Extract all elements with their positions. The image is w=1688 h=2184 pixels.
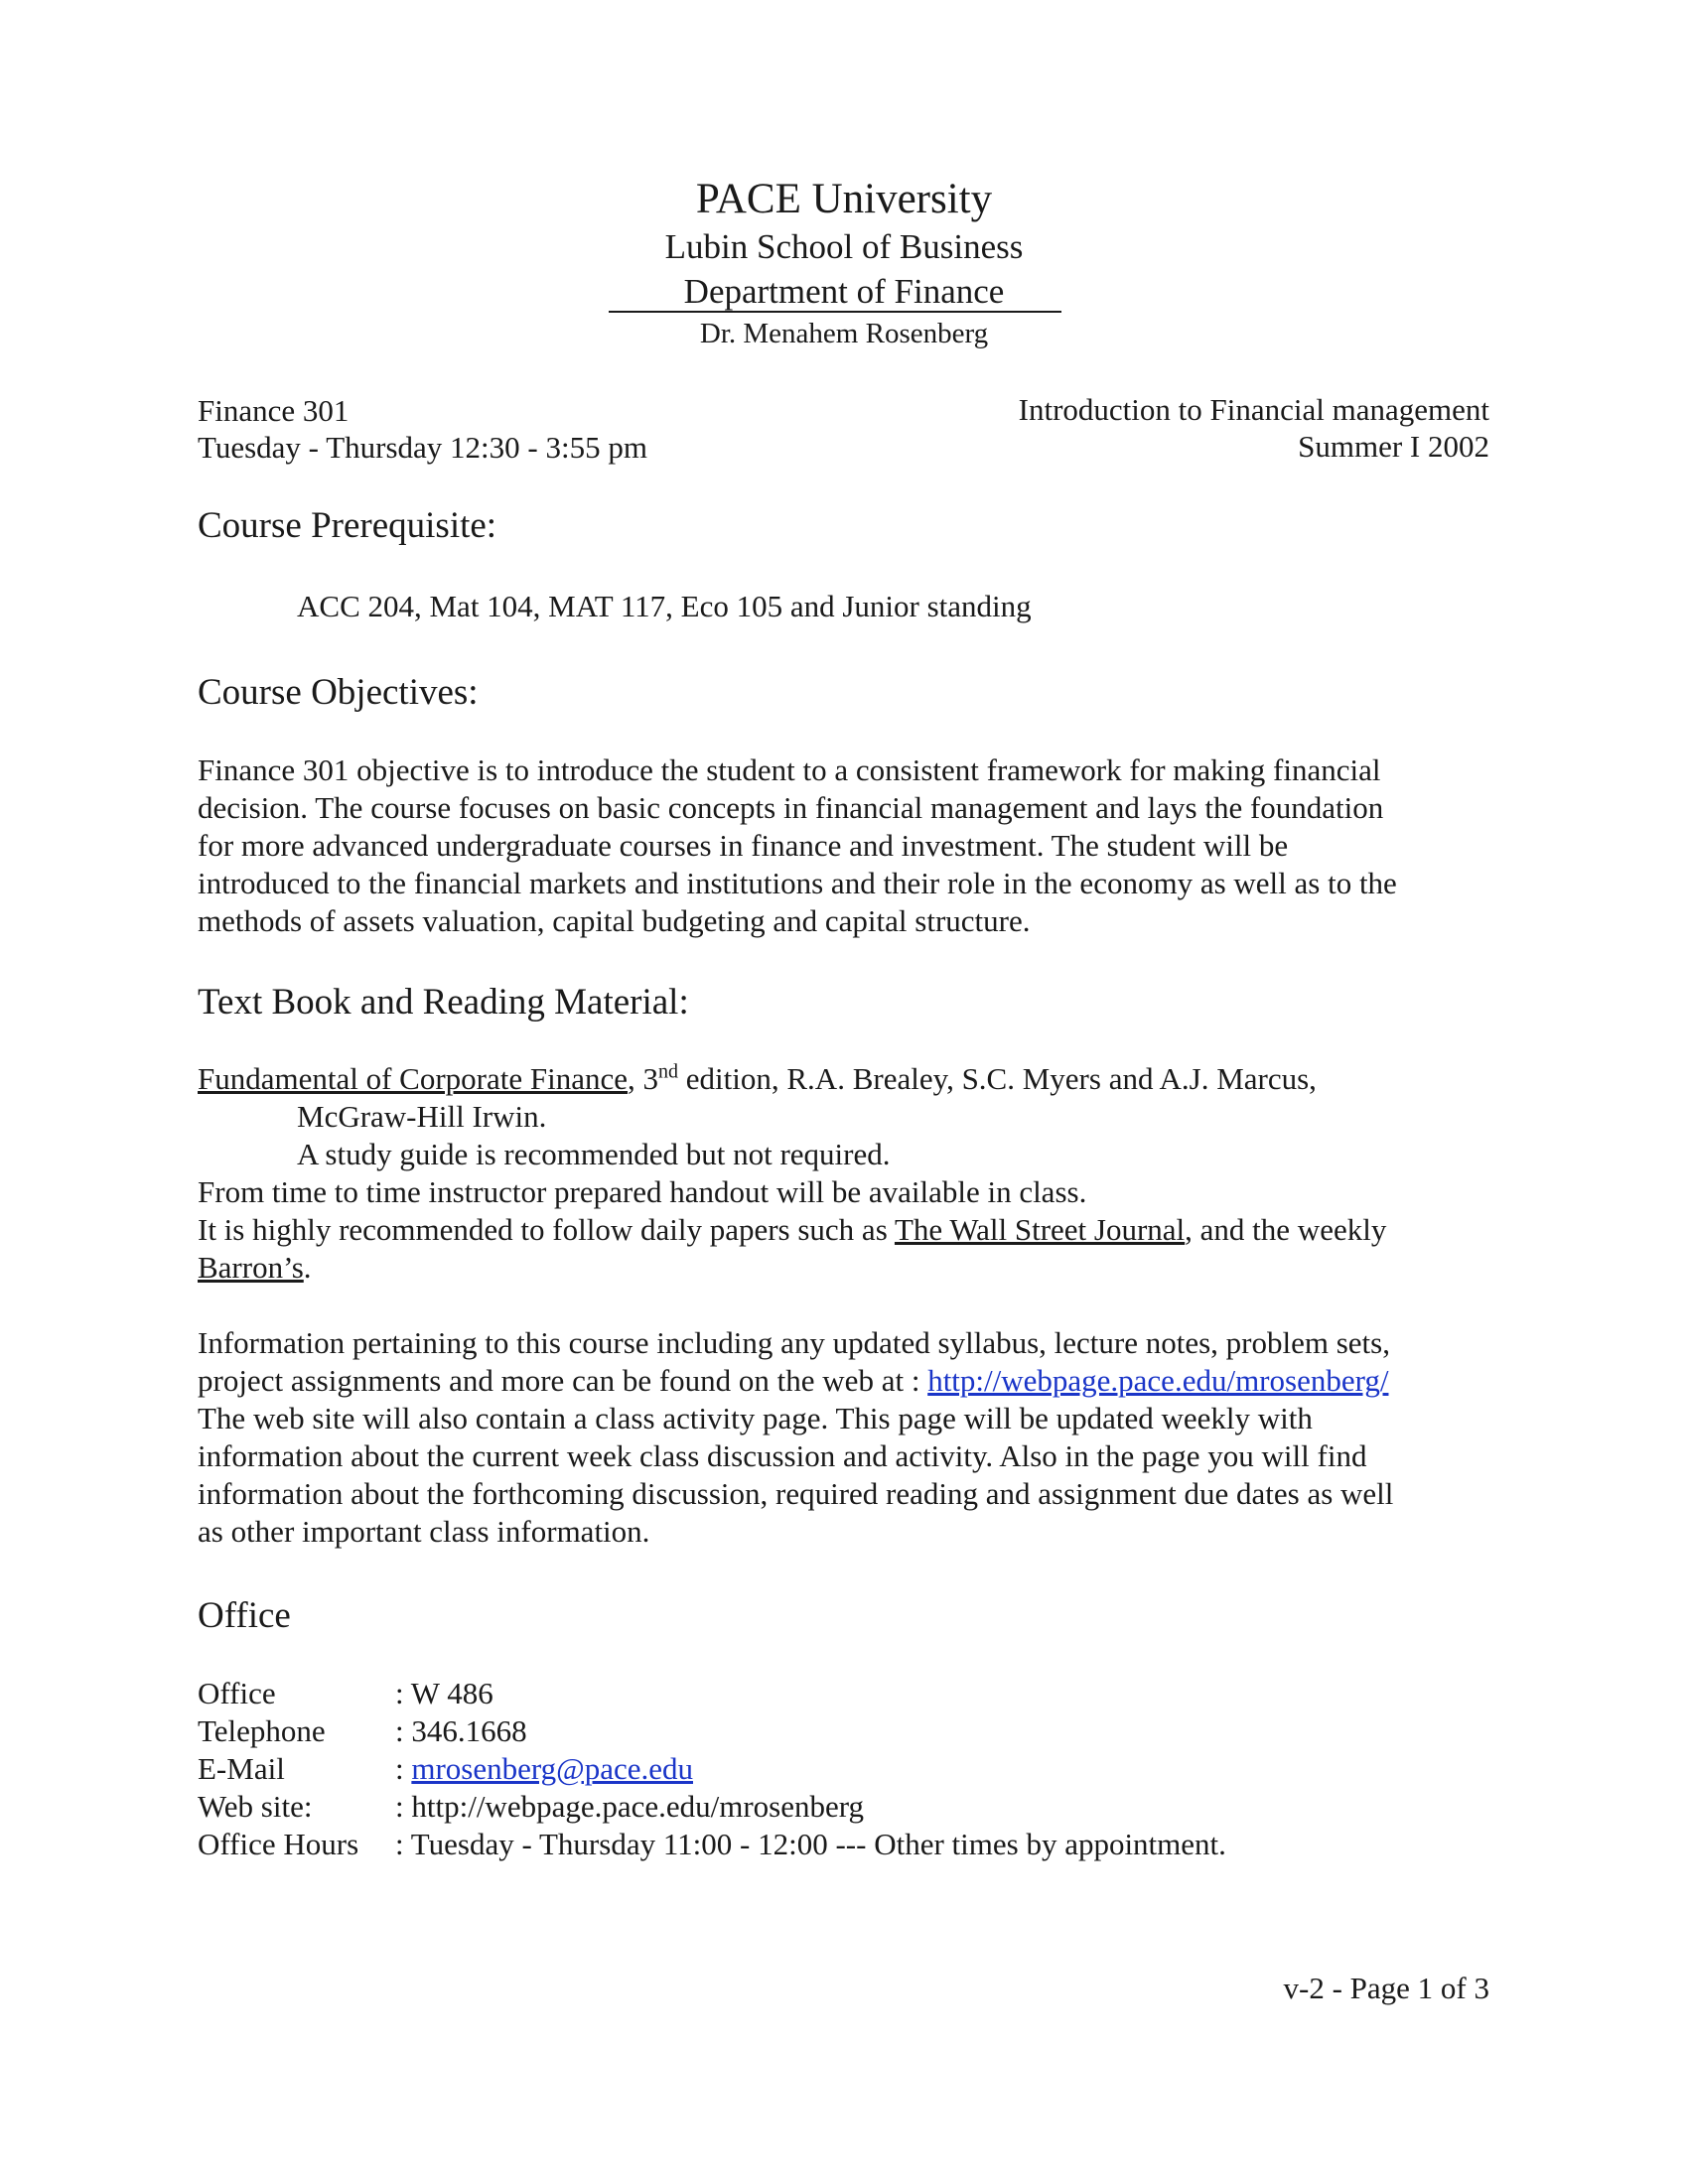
web-info-paragraph — [198, 1324, 1488, 1551]
objectives-line: decision. The course focuses on basic concepts in financial management and lays the foundation — [198, 790, 1384, 825]
office-value: : W 486 — [395, 1676, 493, 1710]
email-link[interactable]: mrosenberg@pace.edu — [411, 1751, 693, 1786]
prerequisite-heading: Course Prerequisite: — [198, 505, 497, 546]
barrons-title: Barron’s — [198, 1250, 304, 1285]
office-heading: Office — [198, 1595, 291, 1636]
papers-note: It is highly recommended to follow daily papers such as The Wall Street Journal, and the weekly — [198, 1212, 1387, 1247]
handout-note: From time to time instructor prepared handout will be available in class. — [198, 1174, 1087, 1209]
web-info-line: project assignments and more can be found on the web at : http://webpage.pace.edu/mrosenberg/ — [198, 1363, 1389, 1398]
objectives-heading: Course Objectives: — [198, 672, 479, 713]
web-info-line: as other important class information. — [198, 1514, 650, 1549]
university-name: PACE University — [695, 176, 993, 222]
textbook-heading: Text Book and Reading Material: — [198, 982, 689, 1023]
telephone-label: Telephone — [198, 1713, 326, 1748]
office-label: Office — [198, 1676, 276, 1710]
web-info-line: information about the forthcoming discussion, required reading and assignment due dates as well — [198, 1476, 1394, 1511]
telephone-value: : 346.1668 — [395, 1713, 527, 1748]
book-title: Fundamental of Corporate Finance — [198, 1061, 629, 1096]
objectives-line: for more advanced undergraduate courses in finance and investment. The student will be — [198, 828, 1289, 863]
prerequisite-text: ACC 204, Mat 104, MAT 117, Eco 105 and Junior standing — [297, 589, 1032, 623]
course-schedule: Tuesday - Thursday 12:30 - 3:55 pm — [198, 430, 647, 465]
objectives-line: Finance 301 objective is to introduce the student to a consistent framework for making financial — [198, 752, 1381, 787]
objectives-paragraph — [198, 751, 1488, 940]
objectives-line: introduced to the financial markets and institutions and their role in the economy as well as to the — [198, 866, 1397, 900]
page-number: v-2 - Page 1 of 3 — [1283, 1971, 1489, 2005]
web-info-line: Information pertaining to this course including any updated syllabus, lecture notes, problem sets, — [198, 1325, 1390, 1360]
instructor-name: Dr. Menahem Rosenberg — [699, 318, 989, 349]
course-website-link[interactable]: http://webpage.pace.edu/mrosenberg/ — [927, 1363, 1389, 1398]
wsj-title: The Wall Street Journal — [894, 1212, 1186, 1247]
study-guide-note: A study guide is recommended but not required. — [297, 1137, 891, 1171]
publisher: McGraw-Hill Irwin. — [297, 1099, 547, 1134]
office-hours-value: : Tuesday - Thursday 11:00 - 12:00 --- Other times by appointment. — [395, 1827, 1226, 1861]
course-code: Finance 301 — [198, 393, 350, 428]
objectives-line: methods of assets valuation, capital budgeting and capital structure. — [198, 903, 1031, 938]
textbook-paragraph — [198, 1060, 1488, 1287]
course-term: Summer I 2002 — [1298, 429, 1489, 464]
header-divider — [609, 311, 1061, 313]
textbook-citation: Fundamental of Corporate Finance, 3nd edition, R.A. Brealey, S.C. Myers and A.J. Marcus, — [198, 1060, 1317, 1096]
office-hours-label: Office Hours — [198, 1827, 359, 1861]
email-value: : mrosenberg@pace.edu — [395, 1751, 693, 1786]
website-value: : http://webpage.pace.edu/mrosenberg — [395, 1789, 865, 1824]
papers-note-cont: Barron’s. — [198, 1250, 312, 1285]
website-label: Web site: — [198, 1789, 313, 1824]
course-title: Introduction to Financial management — [1018, 392, 1489, 427]
web-info-line: The web site will also contain a class activity page. This page will be updated weekly with — [198, 1401, 1313, 1435]
email-label: E-Mail — [198, 1751, 285, 1786]
web-info-line: information about the current week class discussion and activity. Also in the page you will find — [198, 1438, 1367, 1473]
school-name: Lubin School of Business — [664, 227, 1024, 266]
department-name: Department of Finance — [683, 272, 1005, 311]
